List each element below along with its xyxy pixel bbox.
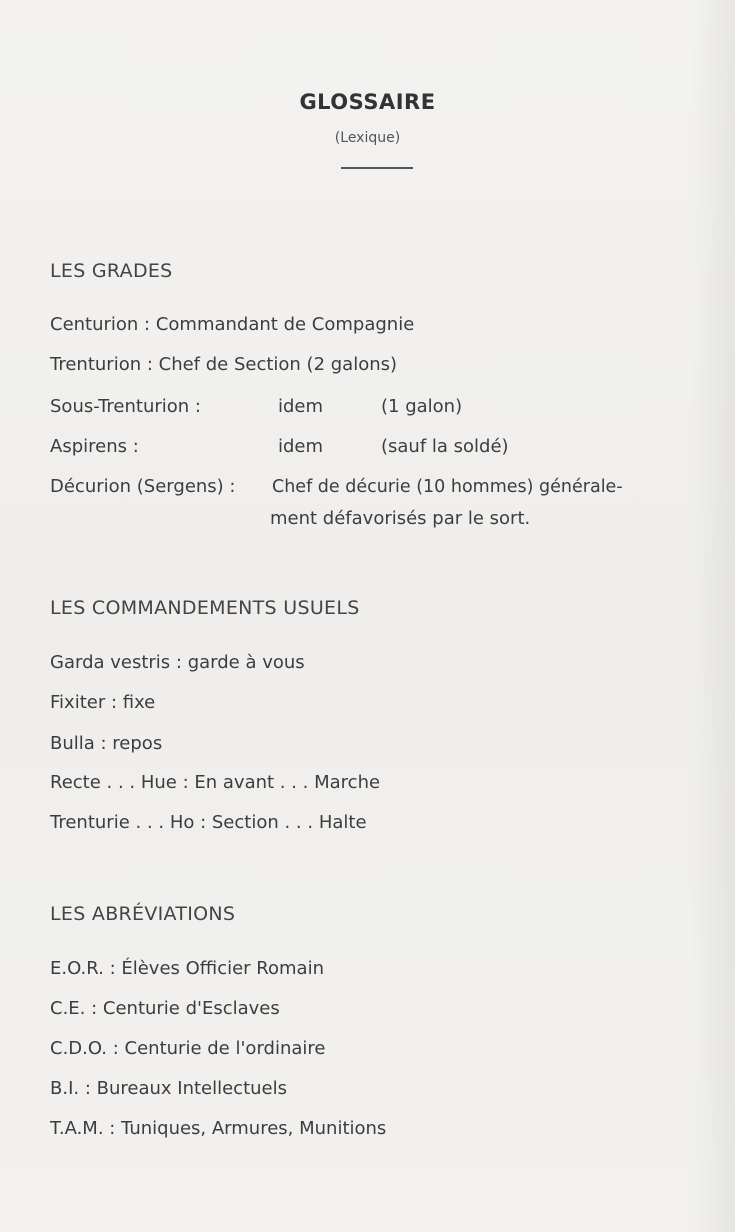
title-divider xyxy=(341,167,413,169)
commandement-row: Bulla : repos xyxy=(50,733,163,754)
grade-row-trenturion: Trenturion : Chef de Section (2 galons) xyxy=(50,354,398,375)
abreviation-row: E.O.R. : Élèves Officier Romain xyxy=(50,958,324,979)
commandement-row: Recte . . . Hue : En avant . . . Marche xyxy=(50,772,381,793)
grade-note-sous-trenturion: (1 galon) xyxy=(381,396,463,417)
grade-note-aspirens: (sauf la soldé) xyxy=(381,436,509,457)
grade-term-sous-trenturion: Sous-Trenturion : xyxy=(50,396,201,417)
grade-def-decurion-line1: Chef de décurie (10 hommes) générale- xyxy=(272,477,623,497)
grade-row-centurion: Centurion : Commandant de Compagnie xyxy=(50,314,415,335)
page-title: GLOSSAIRE xyxy=(299,90,436,114)
section-heading-abreviations: LES ABRÉVIATIONS xyxy=(50,903,236,925)
grade-mid-sous-trenturion: idem xyxy=(278,396,324,417)
section-heading-grades: LES GRADES xyxy=(50,260,173,282)
grade-mid-aspirens: idem xyxy=(278,436,324,457)
abreviation-row: C.D.O. : Centurie de l'ordinaire xyxy=(50,1038,326,1059)
abreviation-row: T.A.M. : Tuniques, Armures, Munitions xyxy=(50,1118,387,1139)
grade-term-aspirens: Aspirens : xyxy=(50,436,139,457)
page-subtitle: (Lexique) xyxy=(334,130,401,146)
commandement-row: Fixiter : fixe xyxy=(50,692,156,713)
section-heading-commandements: LES COMMANDEMENTS USUELS xyxy=(50,597,360,619)
abreviation-row: B.I. : Bureaux Intellectuels xyxy=(50,1078,287,1099)
commandement-row: Trenturie . . . Ho : Section . . . Halte xyxy=(50,812,367,833)
grade-def-decurion-line2: ment défavorisés par le sort. xyxy=(270,508,531,529)
commandement-row: Garda vestris : garde à vous xyxy=(50,652,305,673)
abreviation-row: C.E. : Centurie d'Esclaves xyxy=(50,998,280,1019)
grade-term-decurion: Décurion (Sergens) : xyxy=(50,476,236,497)
